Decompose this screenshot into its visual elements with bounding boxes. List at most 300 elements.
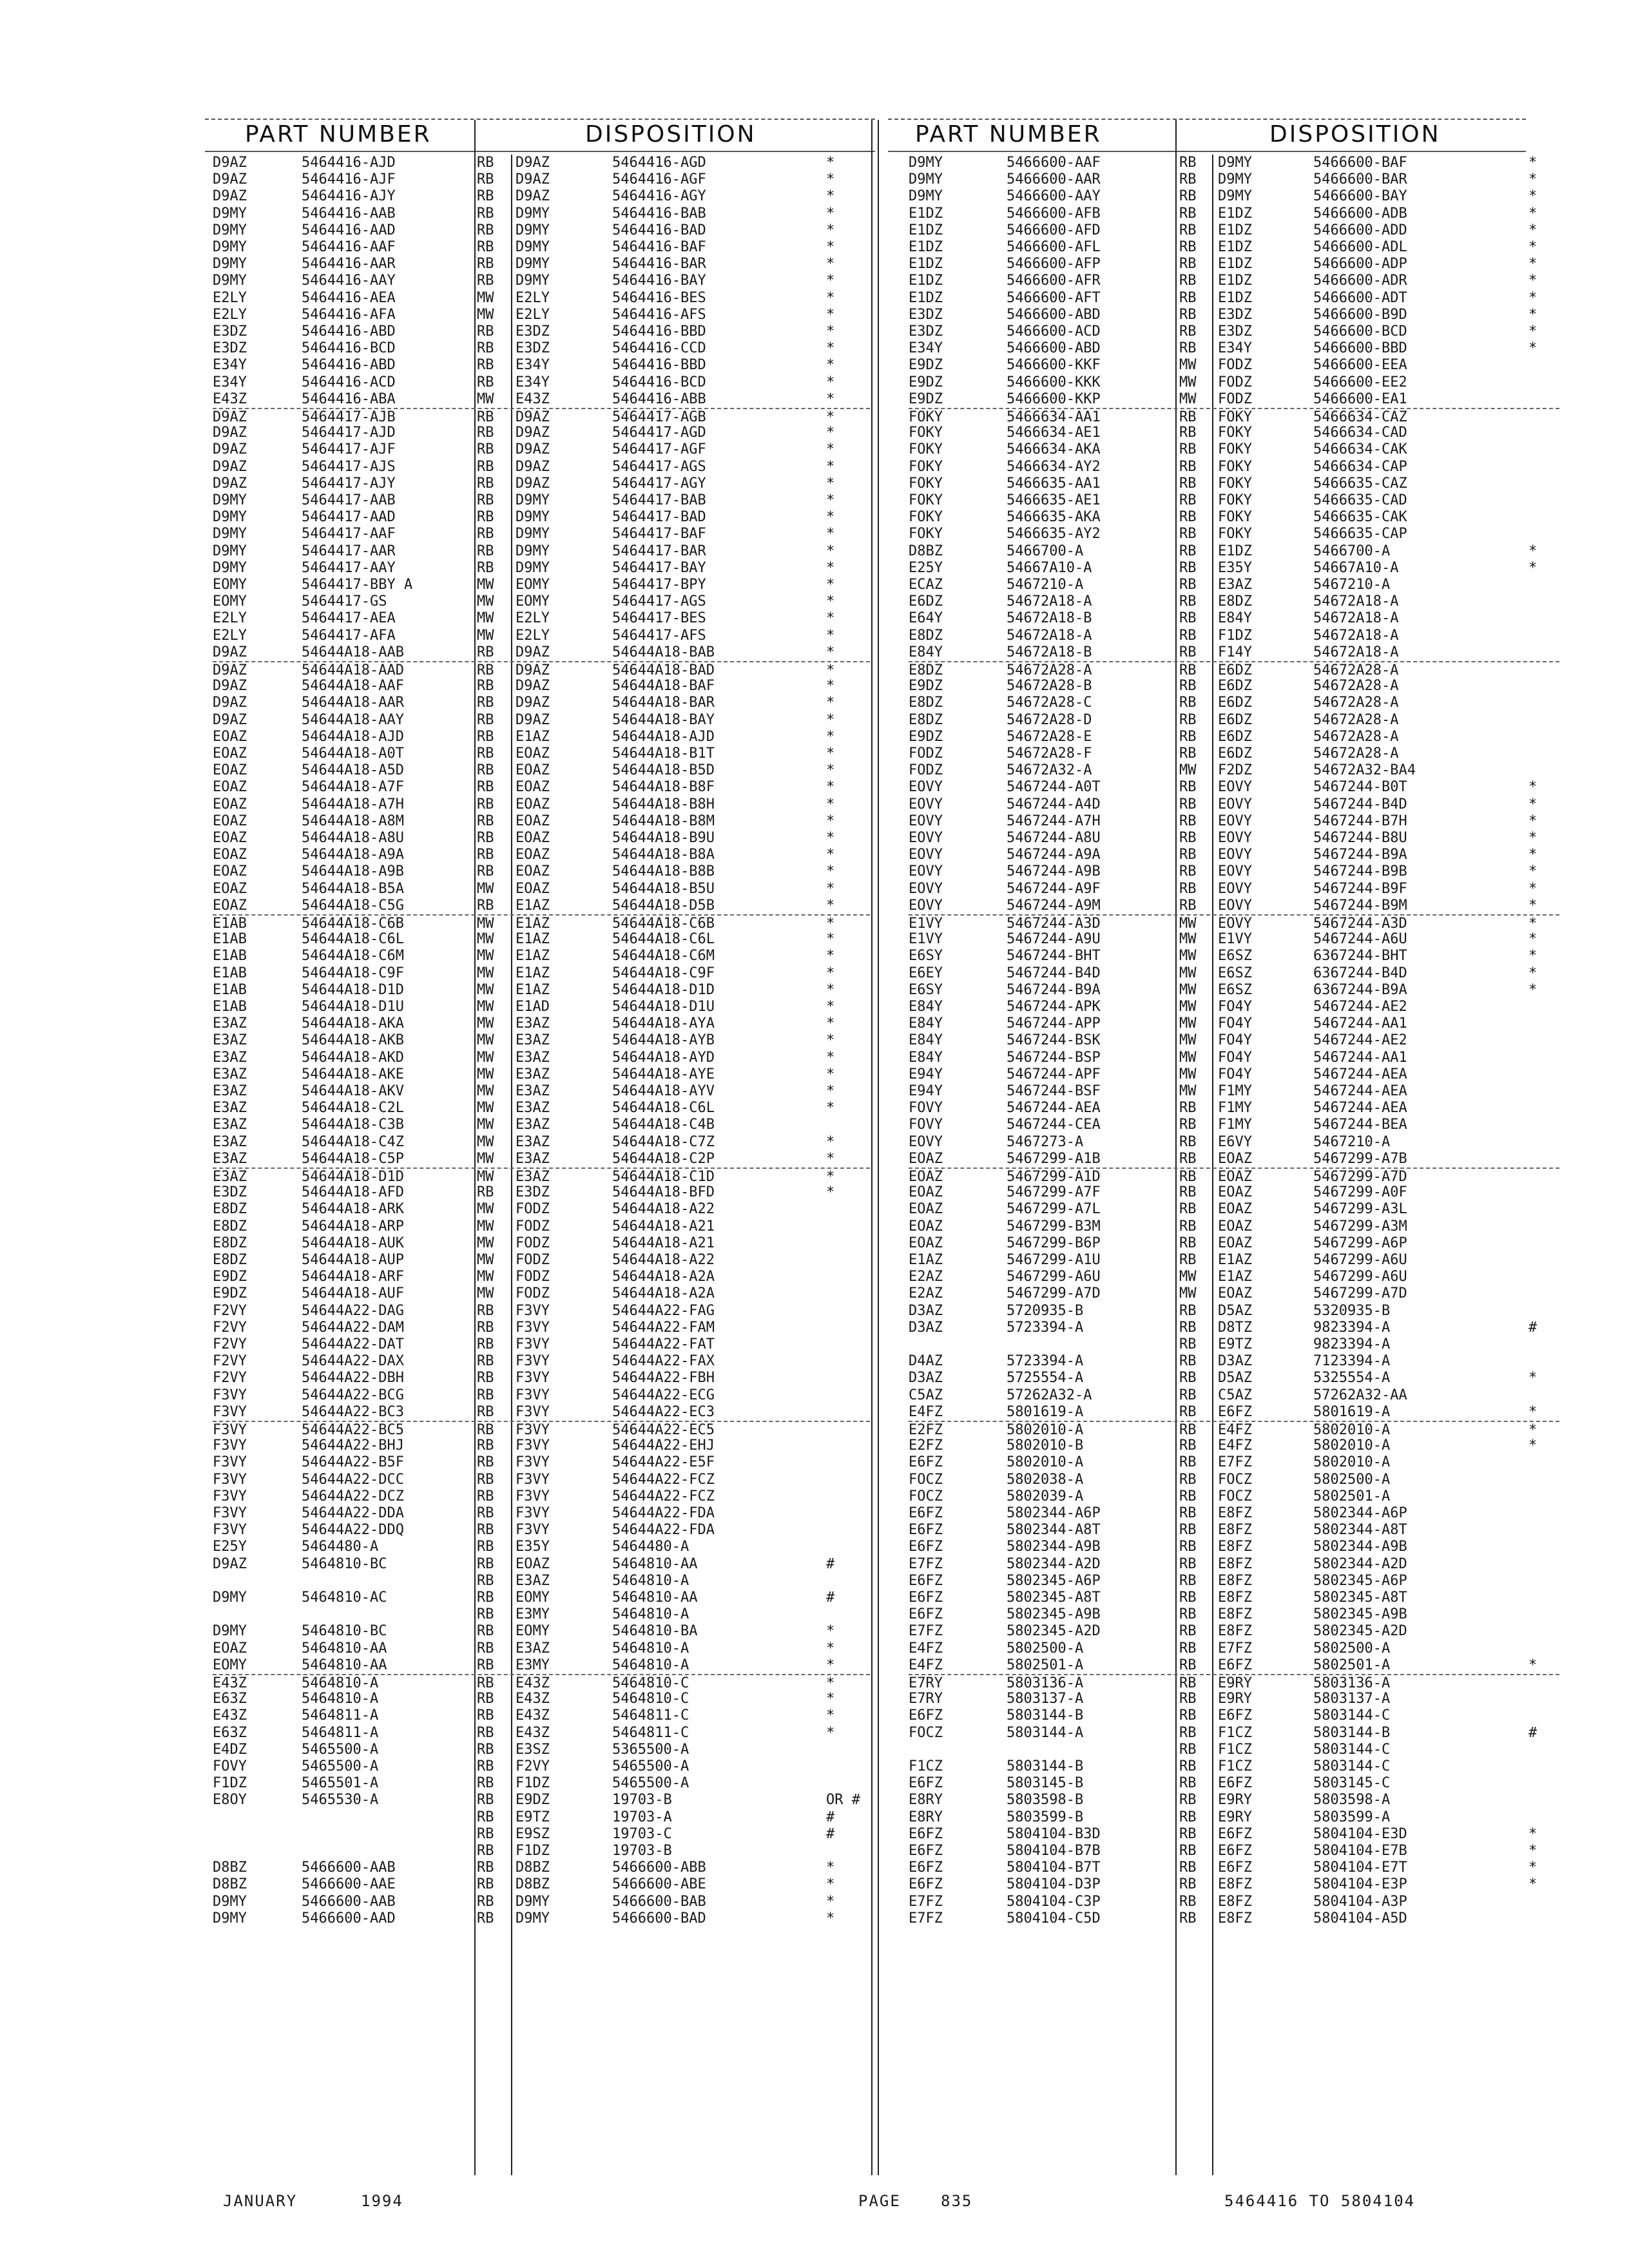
part-number: 54644A18-AFD [302, 1184, 404, 1201]
model-code: E1AB [213, 981, 247, 998]
disposition-model: D9AZ [516, 188, 550, 205]
table-row [213, 1100, 870, 1117]
table-row [213, 1201, 870, 1218]
table-row [213, 1032, 870, 1049]
part-number: 5466700-A [1007, 543, 1084, 559]
disposition-code: RB [477, 239, 494, 255]
flag: * [826, 779, 835, 796]
disposition-part: 54644A22-FBH [612, 1370, 715, 1387]
part-number: 54644A22-DCC [302, 1471, 404, 1488]
disposition-code: RB [1179, 155, 1197, 171]
flag: * [1528, 205, 1537, 222]
part-number: 5464416-AAB [302, 205, 396, 222]
disposition-model: F3VY [516, 1302, 550, 1319]
table-row [213, 239, 870, 256]
disposition-part: 6367244-B9A [1313, 981, 1407, 998]
disposition-model: E3AZ [516, 1100, 550, 1117]
disposition-code: MW [477, 1252, 494, 1268]
flag: * [826, 357, 835, 374]
disposition-part: 5802500-A [1313, 1640, 1391, 1657]
disposition-model: EOVY [1218, 830, 1252, 846]
flag: * [826, 728, 835, 745]
table-row [213, 357, 870, 374]
part-number: 5464810-A [302, 1691, 379, 1707]
disposition-model: FODZ [516, 1235, 550, 1251]
part-number: 5720935-B [1007, 1302, 1084, 1319]
table-row [909, 999, 1559, 1015]
disposition-model: F14Y [1218, 644, 1252, 660]
disposition-model: E3AZ [516, 1066, 550, 1082]
disposition-code: RB [477, 1471, 494, 1488]
disposition-code: RB [477, 1454, 494, 1471]
disposition-model: D9MY [516, 273, 550, 289]
table-row [213, 745, 870, 762]
model-code: F2VY [213, 1336, 247, 1352]
disposition-part: 54672A18-A [1313, 627, 1399, 644]
flag: * [826, 155, 835, 171]
table-row [213, 1606, 870, 1623]
part-number: 5464416-AAF [302, 239, 396, 255]
table-row [213, 1775, 870, 1792]
disposition-model: D9MY [516, 543, 550, 559]
disposition-model: E6DZ [1218, 678, 1252, 695]
flag: * [826, 205, 835, 222]
part-number: 5803145-B [1007, 1775, 1084, 1792]
part-number: 5467244-CEA [1007, 1117, 1101, 1133]
table-row [909, 948, 1559, 965]
table-row [213, 1894, 870, 1910]
part-number: 5465501-A [302, 1775, 379, 1792]
model-code: E9DZ [909, 357, 943, 374]
table-row [213, 695, 870, 711]
table-row [909, 1303, 1559, 1320]
part-number: 5801619-A [1007, 1403, 1084, 1420]
disposition-part: 54644A18-A2A [612, 1269, 715, 1285]
disposition-code: RB [1179, 1843, 1197, 1859]
disposition-code: MW [477, 948, 494, 965]
disposition-model: E3AZ [516, 1015, 550, 1032]
disposition-model: EOAZ [516, 863, 550, 880]
disposition-code: RB [477, 374, 494, 390]
flag: * [1528, 863, 1537, 880]
table-row [213, 1860, 870, 1876]
flag: * [826, 695, 835, 711]
disposition-part: 5467299-A7B [1313, 1150, 1407, 1167]
model-code: D9AZ [213, 662, 247, 678]
disposition-code: RB [1179, 1218, 1197, 1235]
disposition-model: F3VY [516, 1522, 550, 1539]
table-row [909, 1100, 1559, 1117]
part-number: 5802010-B [1007, 1437, 1084, 1454]
disposition-code: RB [1179, 1657, 1197, 1673]
disposition-code: RB [1179, 847, 1197, 863]
part-number: 5466600-AAB [302, 1893, 396, 1910]
disposition-code: RB [477, 1860, 494, 1876]
disposition-code: RB [477, 1370, 494, 1387]
part-number: 54644A18-A7F [302, 779, 404, 796]
part-number: 54644A18-C9F [302, 965, 404, 981]
flag: * [826, 863, 835, 880]
table-row [909, 762, 1559, 779]
disposition-code: RB [1179, 1860, 1197, 1876]
flag: # [826, 1555, 835, 1572]
disposition-part: 5464417-AGD [612, 425, 706, 441]
part-number: 5467244-BHT [1007, 948, 1101, 965]
part-number: 5465500-A [302, 1741, 379, 1758]
part-number: 54644A18-A5D [302, 762, 404, 779]
table-row [213, 1674, 870, 1692]
part-number: 5467244-BSP [1007, 1049, 1101, 1066]
flag: * [826, 390, 835, 407]
table-row [213, 222, 870, 239]
table-row [909, 1725, 1559, 1742]
disposition-code: RB [477, 1572, 494, 1589]
divider-center-a [871, 120, 872, 2175]
model-code: D9MY [213, 559, 247, 576]
part-number: 5464416-BCD [302, 340, 396, 357]
disposition-part: 5464810-AA [612, 1590, 698, 1606]
disposition-part: 54644A18-AYB [612, 1032, 715, 1049]
model-code: E34Y [213, 357, 247, 374]
disposition-part: 5464811-C [612, 1707, 689, 1724]
disposition-code: RB [477, 1657, 494, 1673]
part-number: 54644A22-DCZ [302, 1488, 404, 1504]
disposition-model: E43Z [516, 1691, 550, 1707]
disposition-model: EOVY [1218, 847, 1252, 863]
model-code: D8BZ [213, 1876, 247, 1893]
part-number: 5467244-A0T [1007, 779, 1101, 796]
table-row [909, 1472, 1559, 1488]
disposition-code: RB [477, 458, 494, 475]
disposition-model: E1DZ [1218, 222, 1252, 238]
table-row [213, 1015, 870, 1032]
model-code: EOMY [213, 577, 247, 593]
flag: * [826, 916, 835, 932]
disposition-model: E9DZ [516, 1792, 550, 1809]
part-number: 54644A18-ARK [302, 1201, 404, 1218]
disposition-model: E3SZ [516, 1741, 550, 1758]
disposition-code: RB [1179, 779, 1197, 796]
model-code: D9AZ [213, 458, 247, 475]
disposition-part: 54644A18-A21 [612, 1235, 715, 1251]
disposition-code: RB [1179, 830, 1197, 846]
model-code: FOCZ [909, 1471, 943, 1488]
disposition-part: 5464417-AGF [612, 441, 706, 458]
disposition-part: 5803599-A [1313, 1809, 1391, 1825]
model-code: F3VY [213, 1403, 247, 1420]
disposition-model: D9AZ [516, 409, 550, 425]
disposition-model: E1DZ [1218, 239, 1252, 255]
disposition-code: RB [477, 543, 494, 559]
model-code: FOCZ [909, 1724, 943, 1741]
left-parts-table [213, 155, 870, 2178]
disposition-part: 54667A10-A [1313, 559, 1399, 576]
disposition-part: 5467244-B7H [1313, 812, 1407, 829]
disposition-part: 54644A18-B5U [612, 880, 715, 897]
disposition-code: RB [477, 1606, 494, 1623]
table-row [909, 712, 1559, 729]
disposition-part: 5803144-C [1313, 1758, 1391, 1774]
model-code: D9MY [213, 222, 247, 238]
model-code: E1DZ [909, 239, 943, 255]
part-number: 5803144-B [1007, 1758, 1084, 1774]
disposition-part: 54644A18-B9U [612, 830, 715, 846]
disposition-part: 5464416-BBD [612, 323, 706, 340]
model-code: D3AZ [909, 1370, 943, 1387]
table-row [213, 577, 870, 593]
part-number: 5467244-B4D [1007, 965, 1101, 981]
disposition-code: RB [1179, 1539, 1197, 1555]
disposition-part: 5464416-BCD [612, 374, 706, 390]
model-code: ECAZ [909, 577, 943, 593]
model-code: EOVY [909, 880, 943, 897]
table-row [213, 1336, 870, 1353]
table-row [213, 155, 870, 171]
table-row [213, 830, 870, 847]
disposition-part: 5464810-A [612, 1572, 689, 1589]
model-code: D9AZ [213, 475, 247, 492]
model-code: D9AZ [213, 711, 247, 728]
disposition-part: 54672A32-BA4 [1313, 762, 1416, 779]
part-number: 54644A18-ARP [302, 1218, 404, 1235]
disposition-part: 5464417-BAB [612, 492, 706, 508]
disposition-model: FOKY [1218, 475, 1252, 492]
header-disposition-left: DISPOSITION [585, 121, 757, 148]
disposition-code: RB [1179, 1302, 1197, 1319]
part-number: 54672A28-B [1007, 678, 1092, 695]
disposition-code: RB [1179, 188, 1197, 205]
disposition-code: RB [1179, 1724, 1197, 1741]
table-row [909, 340, 1559, 357]
disposition-part: 54644A22-EC3 [612, 1403, 715, 1420]
table-row [213, 560, 870, 577]
table-row [909, 1201, 1559, 1218]
disposition-model: E8FZ [1218, 1572, 1252, 1589]
model-code: E2AZ [909, 1285, 943, 1302]
disposition-code: RB [477, 1422, 494, 1438]
flag: * [826, 273, 835, 289]
table-row [213, 914, 870, 932]
model-code: E64Y [909, 610, 943, 627]
model-code: D9AZ [213, 441, 247, 458]
flag: * [826, 662, 835, 678]
disposition-part: 5804104-E7B [1313, 1843, 1407, 1859]
part-number: 54644A18-AKB [302, 1032, 404, 1049]
disposition-part: 5464416-ABB [612, 390, 706, 407]
flag: * [826, 1910, 835, 1927]
disposition-model: F1DZ [516, 1775, 550, 1792]
part-number: 5803137-A [1007, 1691, 1084, 1707]
table-row [213, 1421, 870, 1439]
disposition-model: E3AZ [516, 1572, 550, 1589]
model-code: D9AZ [213, 644, 247, 660]
part-number: 5802345-A8T [1007, 1590, 1101, 1606]
footer-range: 5464416 TO 5804104 [1224, 2192, 1416, 2210]
disposition-model: F2DZ [1218, 762, 1252, 779]
disposition-part: 54644A18-C9F [612, 965, 715, 981]
model-code: E3AZ [213, 1015, 247, 1032]
part-number: 54644A18-AKD [302, 1049, 404, 1066]
part-number: 5803144-B [1007, 1707, 1084, 1724]
model-code: E84Y [909, 1032, 943, 1049]
disposition-code: MW [477, 1269, 494, 1285]
part-number: 5803598-B [1007, 1792, 1084, 1809]
model-code: E84Y [909, 1049, 943, 1066]
disposition-model: F3VY [516, 1471, 550, 1488]
disposition-model: F1CZ [1218, 1758, 1252, 1774]
disposition-code: RB [1179, 662, 1197, 678]
disposition-model: E6DZ [1218, 745, 1252, 762]
disposition-part: 54644A22-E5F [612, 1454, 715, 1471]
model-code: F3VY [213, 1387, 247, 1403]
model-code: FOKY [909, 409, 943, 425]
disposition-part: 5325554-A [1313, 1370, 1391, 1387]
part-number: 5802345-A2D [1007, 1623, 1101, 1640]
flag: * [1528, 931, 1537, 948]
disposition-part: 5466600-BBD [1313, 340, 1407, 357]
model-code: F3VY [213, 1471, 247, 1488]
disposition-part: 5466600-ABB [612, 1860, 706, 1876]
table-row [213, 1843, 870, 1860]
disposition-part: 5466600-B9D [1313, 306, 1407, 323]
model-code: EOVY [909, 830, 943, 846]
table-row [213, 1809, 870, 1826]
disposition-code: RB [1179, 509, 1197, 526]
disposition-model: E1AZ [516, 981, 550, 998]
disposition-model: E6FZ [1218, 1775, 1252, 1792]
disposition-code: RB [477, 897, 494, 914]
part-number: 5466635-AE1 [1007, 492, 1101, 508]
disposition-code: MW [477, 1235, 494, 1251]
table-row [909, 1117, 1559, 1133]
table-row [213, 1539, 870, 1555]
disposition-part: 5464416-CCD [612, 340, 706, 357]
disposition-part: 5467299-A7D [1313, 1169, 1407, 1185]
disposition-part: 5464416-BAY [612, 273, 706, 289]
flag: * [826, 812, 835, 829]
disposition-part: 6367244-BHT [1313, 948, 1407, 965]
flag: * [1528, 543, 1537, 559]
model-code: E6FZ [909, 1606, 943, 1623]
model-code: E4FZ [909, 1640, 943, 1657]
table-row [213, 1050, 870, 1066]
model-code: EOVY [909, 847, 943, 863]
table-row [213, 1066, 870, 1083]
table-row [213, 813, 870, 830]
disposition-part: 5802344-A6P [1313, 1505, 1407, 1521]
disposition-part: 54644A22-FDA [612, 1522, 715, 1539]
flag: * [826, 897, 835, 914]
disposition-model: D9AZ [516, 458, 550, 475]
flag: * [826, 1032, 835, 1049]
disposition-code: MW [1179, 357, 1197, 374]
part-number: 5465530-A [302, 1792, 379, 1809]
model-code: F2VY [213, 1370, 247, 1387]
disposition-code: RB [477, 1640, 494, 1657]
disposition-model: E3AZ [516, 1049, 550, 1066]
disposition-part: 54644A18-BFD [612, 1184, 715, 1201]
disposition-model: EOAZ [516, 847, 550, 863]
divider-center-b [878, 120, 879, 2175]
disposition-part: 5802344-A9B [1313, 1539, 1407, 1555]
disposition-model: D9MY [516, 205, 550, 222]
model-code: F3VY [213, 1505, 247, 1521]
part-number: 5802344-A9B [1007, 1539, 1101, 1555]
disposition-model: EOMY [516, 1623, 550, 1640]
disposition-part: 5467244-B9B [1313, 863, 1407, 880]
flag: * [826, 830, 835, 846]
disposition-model: E8FZ [1218, 1590, 1252, 1606]
disposition-code: RB [1179, 593, 1197, 610]
disposition-part: 5466600-BAR [1313, 171, 1407, 188]
model-code: E1AB [213, 965, 247, 981]
disposition-code: RB [477, 1302, 494, 1319]
disposition-code: RB [1179, 1825, 1197, 1842]
disposition-model: EOVY [1218, 863, 1252, 880]
disposition-code: RB [477, 273, 494, 289]
disposition-code: RB [477, 1336, 494, 1352]
disposition-part: 5466600-ADL [1313, 239, 1407, 255]
disposition-model: D8TZ [1218, 1319, 1252, 1336]
disposition-code: RB [477, 1387, 494, 1403]
model-code: D9AZ [213, 678, 247, 695]
flag: * [826, 880, 835, 897]
table-row [213, 1353, 870, 1370]
flag: * [826, 1083, 835, 1099]
part-number: 5804104-B3D [1007, 1825, 1101, 1842]
disposition-model: F1DZ [516, 1843, 550, 1859]
table-row [909, 1032, 1559, 1049]
disposition-part: 5465500-A [612, 1775, 689, 1792]
disposition-model: E3AZ [1218, 577, 1252, 593]
model-code: F3VY [213, 1454, 247, 1471]
model-code: EOAZ [213, 830, 247, 846]
disposition-part: 5464417-AGY [612, 475, 706, 492]
disposition-part: 54644A18-BAD [612, 662, 715, 678]
part-number: 5464416-AAD [302, 222, 396, 238]
flag: * [826, 171, 835, 188]
model-code: F1CZ [909, 1758, 943, 1774]
table-row [909, 357, 1559, 374]
part-number: 5466634-AKA [1007, 441, 1101, 458]
disposition-part: 5464811-C [612, 1724, 689, 1741]
disposition-model: E43Z [516, 390, 550, 407]
model-code: E1AB [213, 948, 247, 965]
disposition-part: 5467244-A3D [1313, 916, 1407, 932]
flag: * [826, 627, 835, 644]
table-row [213, 492, 870, 509]
disposition-code: RB [1179, 441, 1197, 458]
disposition-code: MW [1179, 948, 1197, 965]
disposition-model: D5AZ [1218, 1302, 1252, 1319]
part-number: 5464810-AA [302, 1640, 387, 1657]
disposition-part: 5802344-A2D [1313, 1555, 1407, 1572]
disposition-part: 5467244-B9F [1313, 880, 1407, 897]
table-row [909, 1235, 1559, 1252]
disposition-part: 54644A22-FCZ [612, 1488, 715, 1504]
part-number: 5467244-AEA [1007, 1100, 1101, 1117]
flag: * [1528, 948, 1537, 965]
table-row [213, 1657, 870, 1674]
model-code: E6FZ [909, 1522, 943, 1539]
model-code: E2LY [213, 627, 247, 644]
flag: * [826, 289, 835, 306]
table-row [213, 171, 870, 188]
disposition-model: E1AZ [1218, 1252, 1252, 1268]
flag: * [1528, 1860, 1537, 1876]
flag: * [826, 610, 835, 627]
part-number: 5467244-A9B [1007, 863, 1101, 880]
